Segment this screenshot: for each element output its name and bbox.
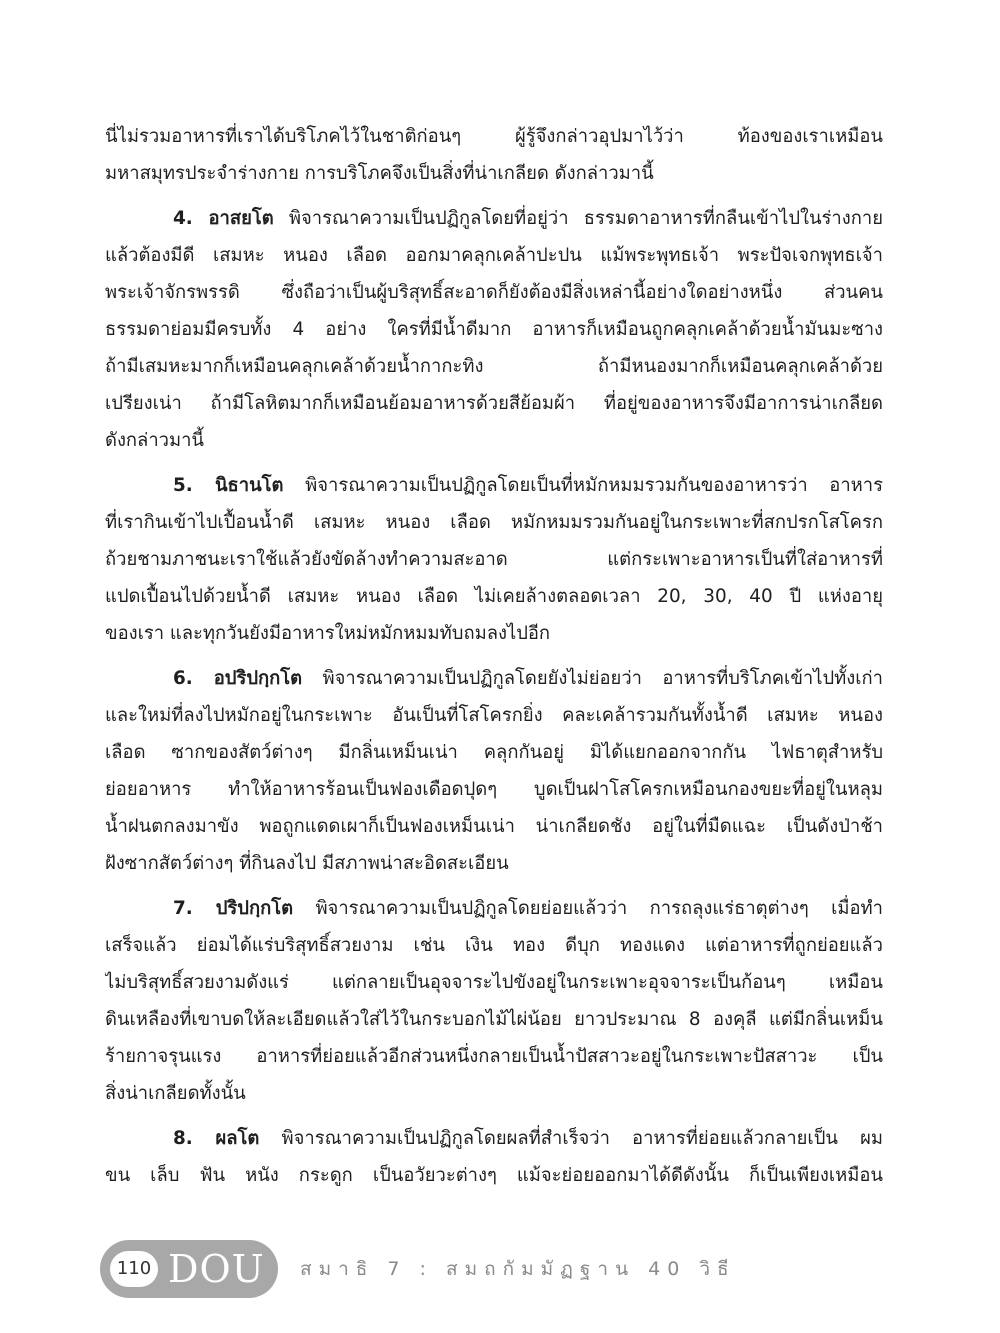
section-text: พิจารณาความเป็นปฏิกูลโดยผลที่สำเร็จว่า อาหารที่ย่อยแล้วกลายเป็น ผม — [281, 1128, 883, 1149]
section-last-line: ของเรา และทุกวันยังมีอาหารใหม่หมักหมมทับถมลงไปอีก — [105, 623, 551, 644]
section-line: ธรรมดาย่อมมีครบทั้ง 4 อย่าง ใครที่มีน้ำดีมาก อาหารก็เหมือนถูกคลุกเคล้าด้วยน้ำมันมะซาง — [105, 319, 883, 340]
section-heading: 7. ปริปกฺกโต — [173, 898, 294, 919]
section-7 — [105, 890, 883, 1112]
course-title: สมาธิ 7 : สมถกัมมัฏฐาน 40 วิธี — [300, 1258, 736, 1280]
footer-badge — [100, 1240, 278, 1298]
section-line: เลือด ซากของสัตว์ต่างๆ มีกลิ่นเหม็นเน่า คลุกกันอยู่ มิได้แยกออกจากกัน ไฟธาตุสำหรับ — [105, 742, 883, 763]
section-5 — [105, 467, 883, 652]
section-heading: 8. ผลโต — [173, 1128, 260, 1149]
section-line: แล้วต้องมีดี เสมหะ หนอง เลือด ออกมาคลุกเคล้าปะปน แม้พระพุทธเจ้า พระปัจเจกพุทธเจ้า — [105, 245, 883, 266]
section-line: ถ้ามีเสมหะมากก็เหมือนคลุกเคล้าด้วยน้ำกากะทิง ถ้ามีหนองมากก็เหมือนคลุกเคล้าด้วย — [105, 356, 883, 377]
section-first-line — [105, 467, 883, 504]
section-first-line — [105, 890, 883, 927]
page-footer — [100, 1240, 900, 1300]
section-line: พระเจ้าจักรพรรดิ ซึ่งถือว่าเป็นผู้บริสุทธิ์สะอาดก็ยังต้องมีสิ่งเหล่านี้อย่างใดอย่างหนึ่ง ส่วนคน — [105, 282, 883, 303]
section-heading: 5. นิธานโต — [173, 475, 284, 496]
section-line: เปรียงเน่า ถ้ามีโลหิตมากก็เหมือนย้อมอาหารด้วยสีย้อมผ้า ที่อยู่ของอาหารจึงมีอาการน่าเกลียด — [105, 393, 883, 414]
section-8 — [105, 1120, 883, 1194]
section-line: แปดเปื้อนไปด้วยน้ำดี เสมหะ หนอง เลือด ไม่เคยล้างตลอดเวลา 20, 30, 40 ปี แห่งอายุ — [105, 586, 883, 607]
section-text: พิจารณาความเป็นปฏิกูลโดยยังไม่ย่อยว่า อาหารที่บริโภคเข้าไปทั้งเก่า — [322, 668, 883, 689]
section-text: พิจารณาความเป็นปฏิกูลโดยที่อยู่ว่า ธรรมดาอาหารที่กลืนเข้าไปในร่างกาย — [288, 208, 883, 229]
section-text: พิจารณาความเป็นปฏิกูลโดยย่อยแล้วว่า การถลุงแร่ธาตุต่างๆ เมื่อทำ — [315, 898, 883, 919]
section-line: ไม่บริสุทธิ์สวยงามดังแร่ แต่กลายเป็นอุจจาระไปขังอยู่ในกระเพาะอุจจาระเป็นก้อนๆ เหมือน — [105, 972, 883, 993]
intro-line-1: นี่ไม่รวมอาหารที่เราได้บริโภคไว้ในชาติก่อนๆ ผู้รู้จึงกล่าวอุปมาไว้ว่า ท้องของเราเหมือน — [105, 126, 883, 147]
section-line: ขน เล็บ ฟัน หนัง กระดูก เป็นอวัยวะต่างๆ แม้จะย่อยออกมาได้ดีดังนั้น ก็เป็นเพียงเหมือน — [105, 1165, 883, 1186]
section-line: ถ้วยชามภาชนะเราใช้แล้วยังขัดล้างทำความสะอาด แต่กระเพาะอาหารเป็นที่ใส่อาหารที่ — [105, 549, 883, 570]
section-heading: 6. อปริปกฺกโต — [173, 668, 303, 689]
section-line: ดินเหลืองที่เขาบดให้ละเอียดแล้วใส่ไว้ในกระบอกไม้ไผ่น้อย ยาวประมาณ 8 องคุลี แต่มีกลิ่นเหม็น — [105, 1009, 883, 1030]
section-first-line — [105, 200, 883, 237]
document-body — [105, 118, 883, 1194]
section-first-line — [105, 660, 883, 697]
section-last-line: ดังกล่าวมานี้ — [105, 430, 205, 451]
section-first-line — [105, 1120, 883, 1157]
section-line: และใหม่ที่ลงไปหมักอยู่ในกระเพาะ อันเป็นที่โสโครกยิ่ง คละเคล้ารวมกันทั้งน้ำดี เสมหะ หนอง — [105, 705, 883, 726]
section-line: เสร็จแล้ว ย่อมได้แร่บริสุทธิ์สวยงาม เช่น เงิน ทอง ดีบุก ทองแดง แต่อาหารที่ถูกย่อยแล้ว — [105, 935, 883, 956]
dou-logo: DOU — [168, 1247, 265, 1291]
page-number: 110 — [110, 1251, 158, 1287]
section-line: ย่อยอาหาร ทำให้อาหารร้อนเป็นฟองเดือดปุดๆ บูดเป็นฝาโสโครกเหมือนกองขยะที่อยู่ในหลุม — [105, 779, 883, 800]
section-line: ที่เรากินเข้าไปเปื้อนน้ำดี เสมหะ หนอง เลือด หมักหมมรวมกันอยู่ในกระเพาะที่สกปรกโสโครก — [105, 512, 883, 533]
section-line: ร้ายกาจรุนแรง อาหารที่ย่อยแล้วอีกส่วนหนึ่งกลายเป็นน้ำปัสสาวะอยู่ในกระเพาะปัสสาวะ เป็น — [105, 1046, 883, 1067]
section-last-line: สิ่งน่าเกลียดทั้งนั้น — [105, 1083, 246, 1104]
section-text: พิจารณาความเป็นปฏิกูลโดยเป็นที่หมักหมมรวมกันของอาหารว่า อาหาร — [305, 475, 883, 496]
section-heading: 4. อาสยโต — [173, 208, 274, 229]
section-last-line: ฝังซากสัตว์ต่างๆ ที่กินลงไป มีสภาพน่าสะอิดสะเอียน — [105, 853, 509, 874]
section-line: น้ำฝนตกลงมาขัง พอถูกแดดเผาก็เป็นฟองเหม็นเน่า น่าเกลียดชัง อยู่ในที่มืดแฉะ เป็นดังป่าช้า — [105, 816, 883, 837]
section-4 — [105, 200, 883, 459]
section-6 — [105, 660, 883, 882]
intro-line-2: มหาสมุทรประจำร่างกาย การบริโภคจึงเป็นสิ่งที่น่าเกลียด ดังกล่าวมานี้ — [105, 163, 654, 184]
